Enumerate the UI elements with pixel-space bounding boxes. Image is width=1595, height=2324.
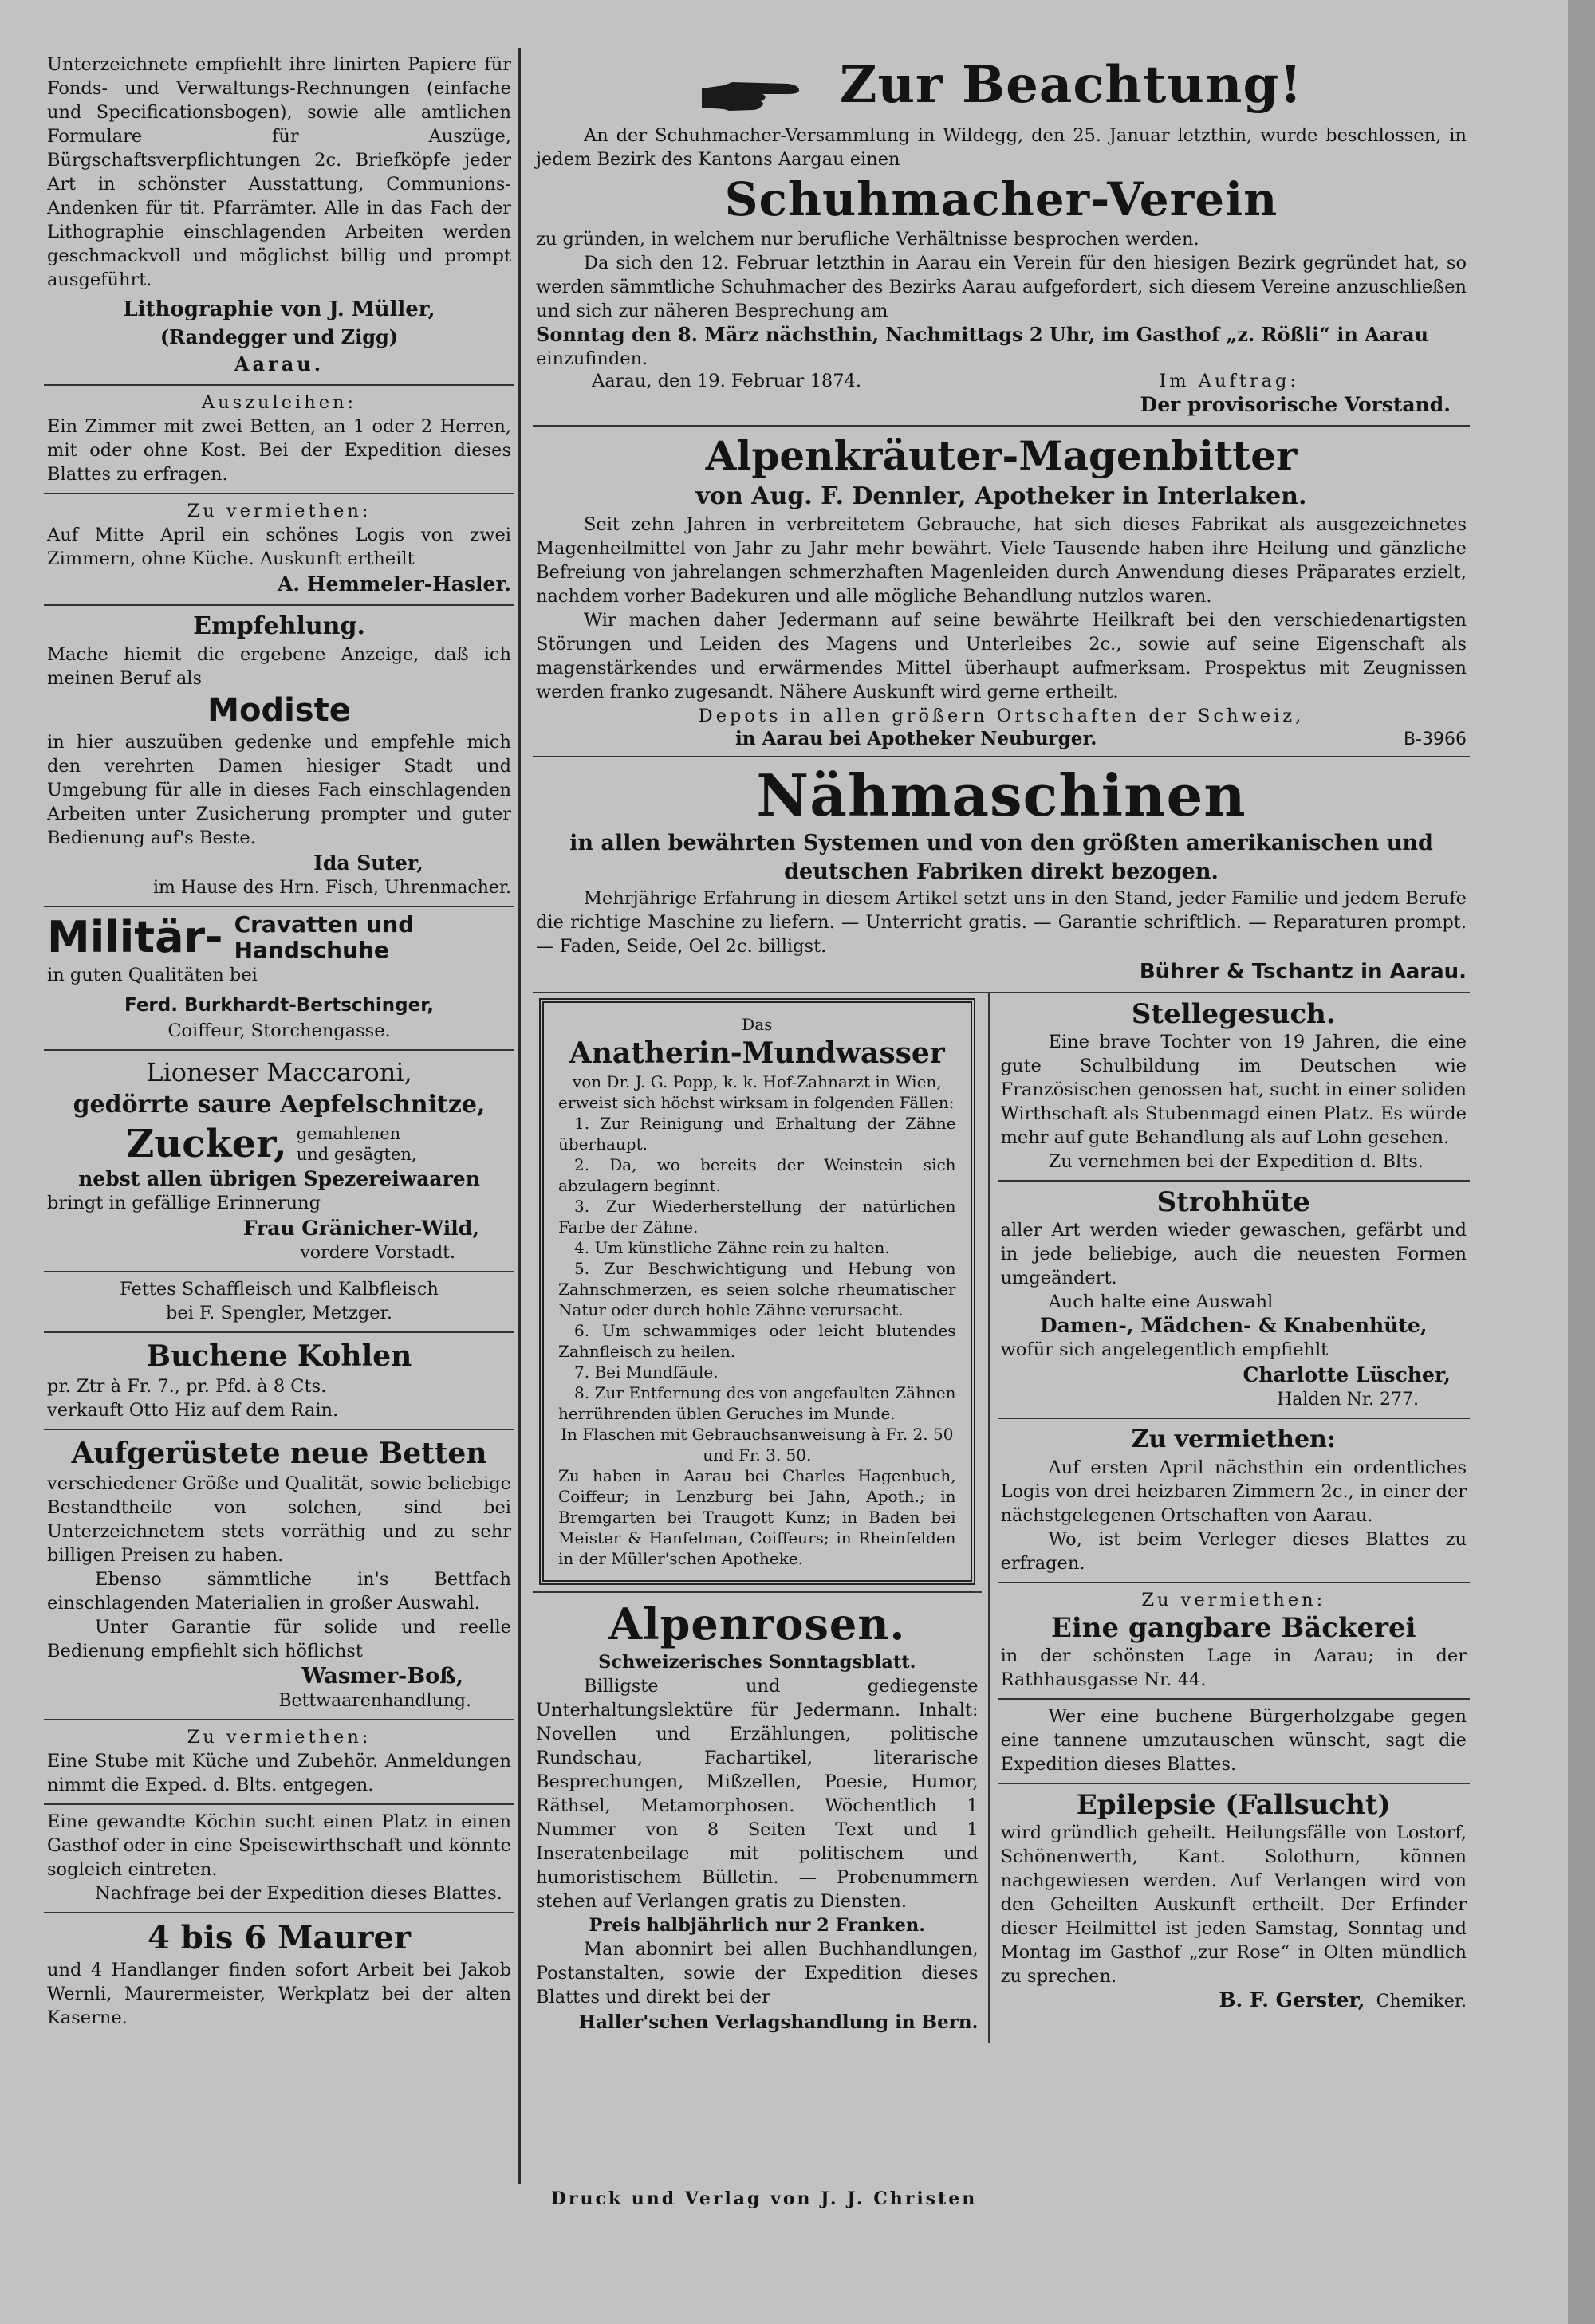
alpenrosen-sub: Schweizerisches Sonntagsblatt. xyxy=(598,1651,916,1673)
modiste-body1: Mache hiemit die ergebene Anzeige, daß ich meinen Beruf als xyxy=(47,644,511,689)
alpenrosen-body: Billigste und gediegenste Unterhaltungslektüre für Jedermann. Inhalt: Novellen und Erzählungen, politische Rundschau, Fachartikel, literarische Besprechungen, Mißzellen, Poesie, Humor, Räthsel, Metamorphosen. Wöchentlich 1 Nummer von 8 Seiten Text und 1 Inseratenbeilage mit politischem und humoristischem Bülletin. — Probenummern stehen auf Verlangen gratis zu Diensten. xyxy=(536,1675,979,1912)
anatherin-head: Anatherin-Mundwasser xyxy=(569,1036,945,1070)
ad-fleisch xyxy=(44,1272,514,1333)
right-column xyxy=(533,48,1470,2043)
anatherin-sold: Zu haben in Aarau bei Charles Hagenbuch, Coiffeur; in Lenzburg bei Jahn, Apoth.; in Bremgarten bei Traugott Kunz; in Baden bei Meister & Hanfelman, Coiffeurs; in Rheinfelden in der Müller'schen Apotheke. xyxy=(558,1465,956,1568)
maurer-body: und 4 Handlanger finden sofort Arbeit bei Jakob Wernli, Maurermeister, Werkplatz bei der alten Kaserne. xyxy=(47,1960,511,2028)
anatherin-item: 8. Zur Entfernung des von angefaulten Zähnen herrührenden üblen Geruches im Munde. xyxy=(558,1382,956,1423)
betten-body2: Ebenso sämmtliche in's Bettfach einschlagenden Materialien in großer Auswahl. xyxy=(47,1569,511,1614)
modiste-sig: Ida Suter, xyxy=(313,851,423,875)
vermiethen3-tail: Wo, ist beim Verleger dieses Blattes zu erfragen. xyxy=(1000,1528,1467,1574)
ad-modiste xyxy=(44,606,514,907)
beachtung-place: Aarau, den 19. Februar 1874. xyxy=(592,370,862,391)
right-lower-left xyxy=(533,993,990,2043)
lith-body: Unterzeichnete empfiehlt ihre linirten Papiere für Fonds- und Verwaltungs-Rechnungen (einfache und Specificationsbogen), sowie alle amtlichen Formulare für Auszüge, Bürgschaftsverpflichtungen 2c. Briefköpfe jeder Art in schönster Ausstattung, Communions-Andenken für tit. Pfarrämter. Alle in das Fach der Lithographie einschlagenden Arbeiten werden geschmackvoll und möglichst billig und prompt ausgeführt. xyxy=(47,54,511,290)
modiste-body2: in hier auszuüben gedenke und empfehle mich den verehrten Damen hiesiger Stadt und Umgebung für alle in dieses Fach einschlagenden Arbeiten unter Zusicherung prompter und guter Bedienung auf's Beste. xyxy=(47,732,511,848)
lith-sig1: Lithographie von J. Müller, xyxy=(123,297,435,321)
maccaroni-l3b: gemahlenen und gesägten, xyxy=(296,1124,417,1164)
ad-stellegesuch xyxy=(998,993,1470,1182)
militaer-body: in guten Qualitäten bei xyxy=(47,965,258,985)
magenbitter-body: Seit zehn Jahren in verbreitetem Gebrauche, hat sich dieses Fabrikat als ausgezeichnetes Magenheilmittel von Jahr zu Jahr mehr bewährt. Viele Tausende haben ihre Heilung und gänzliche Befreiung von jahrelangen schmerzhaften Magenleiden durch Anwendung dieses Präparates erzielt, nachdem vorher Badekuren und alle mögliche Behandlung nutzlos waren. xyxy=(536,513,1467,607)
alpenrosen-sig: Haller'schen Verlagshandlung in Bern. xyxy=(578,2011,979,2033)
beachtung-sig: Der provisorische Vorstand. xyxy=(1140,392,1451,416)
ad-vermiethen-stube xyxy=(44,1720,514,1805)
ad-epilepsie xyxy=(998,1784,1470,2018)
alpenrosen-body2: Man abonnirt bei allen Buchhandlungen, Postanstalten, sowie der Expedition dieses Blattes und direkt bei der xyxy=(536,1938,979,2007)
strohhuete-hats: Damen-, Mädchen- & Knabenhüte, xyxy=(1040,1313,1428,1337)
militaer-heading xyxy=(47,912,511,963)
baeckerei-head: Zu vermiethen: xyxy=(1141,1589,1326,1610)
militaer-sig: Ferd. Burkhardt-Bertschinger, xyxy=(124,995,434,1016)
magenbitter-depot-row xyxy=(536,728,1467,749)
page-edge-shadow xyxy=(1568,0,1595,2324)
right-lower-right xyxy=(990,993,1470,2043)
strohhuete-head: Strohhüte xyxy=(1156,1186,1310,1218)
epilepsie-head: Epilepsie (Fallsucht) xyxy=(1076,1788,1391,1821)
alpenrosen-price: Preis halbjährlich nur 2 Franken. xyxy=(589,1914,926,1936)
anatherin-item: 7. Bei Mundfäule. xyxy=(574,1362,719,1382)
naehmaschinen-sub: in allen bewährten Systemen und von den größten amerikanischen und deutschen Fabriken direkt bezogen. xyxy=(569,830,1433,884)
vermiethen3-body: Auf ersten April nächsthin ein ordentliches Logis von drei heizbaren Zimmern 2c., in einer der nächstgelegenen Ortschaften von Aarau. xyxy=(1000,1457,1467,1526)
betten-body3: Unter Garantie für solide und reelle Bedienung empfiehlt sich höflichst xyxy=(47,1617,511,1661)
magenbitter-head: Alpenkräuter-Magenbitter xyxy=(705,431,1298,479)
pointing-hand-icon xyxy=(700,77,804,120)
epilepsie-sig: B. F. Gerster, xyxy=(1219,1988,1365,2011)
fleisch-l1: Fettes Schaffleisch und Kalbfleisch xyxy=(120,1279,439,1300)
auszuleihen-body: Ein Zimmer mit zwei Betten, an 1 oder 2 Herren, mit oder ohne Kost. Bei der Expedition dieses Blattes zu erfragen. xyxy=(47,416,511,485)
betten-head: Aufgerüstete neue Betten xyxy=(71,1437,487,1470)
militaer-sub: Coiffeur, Storchengasse. xyxy=(167,1020,391,1041)
maurer-head: 4 bis 6 Maurer xyxy=(148,1919,411,1956)
naehmaschinen-head: Nähmaschinen xyxy=(756,761,1246,829)
lith-sig3: Aarau. xyxy=(234,352,325,376)
ad-beachtung xyxy=(533,48,1470,427)
vermiethen3-head: Zu vermiethen: xyxy=(1131,1425,1336,1453)
ad-naehmaschinen xyxy=(533,757,1470,993)
ad-kohlen xyxy=(44,1333,514,1430)
right-lower-split xyxy=(533,993,1470,2043)
ad-buergerholz xyxy=(998,1700,1470,1784)
maccaroni-l5: bringt in gefällige Erinnerung xyxy=(47,1193,321,1213)
buergerholz-body: Wer eine buchene Bürgerholzgabe gegen eine tannene umzutauschen wünscht, sagt die Expedition dieses Blattes. xyxy=(1000,1705,1467,1775)
ad-baeckerei xyxy=(998,1583,1470,1700)
left-column xyxy=(44,48,514,2036)
maccaroni-l2: gedörrte saure Aepfelschnitze, xyxy=(73,1091,486,1119)
betten-sub: Bettwaarenhandlung. xyxy=(278,1691,471,1711)
militaer-big: Militär- xyxy=(47,912,223,962)
strohhuete-body: aller Art werden wieder gewaschen, gefärbt und in jede beliebige, auch die neuesten Formen umgeändert. xyxy=(1000,1219,1467,1288)
beachtung-header xyxy=(536,53,1467,120)
anatherin-das: Das xyxy=(742,1014,773,1034)
beachtung-head: Zur Beachtung! xyxy=(839,55,1303,115)
beachtung-date: Sonntag den 8. März nächsthin, Nachmittags 2 Uhr, im Gasthof „z. Rößli“ in Aarau xyxy=(536,322,1428,346)
vermiethen1-sig: A. Hemmeler-Hasler. xyxy=(278,572,511,596)
beachtung-body3: einzufinden. xyxy=(536,348,648,369)
kohlen-l2: verkauft Otto Hiz auf dem Rain. xyxy=(47,1400,339,1421)
ad-maurer xyxy=(44,1913,514,2036)
beachtung-big: Schuhmacher-Verein xyxy=(724,171,1278,226)
militaer-small xyxy=(234,912,415,963)
anatherin-von: von Dr. J. G. Popp, k. k. Hof-Zahnarzt in Wien, xyxy=(572,1072,942,1091)
magenbitter-depot2: in Aarau bei Apotheker Neuburger. xyxy=(735,727,1097,749)
magenbitter-sub: von Aug. F. Dennler, Apotheker in Interlaken. xyxy=(695,482,1307,510)
koechin-tail: Nachfrage bei der Expedition dieses Blattes. xyxy=(95,1883,502,1904)
column-divider xyxy=(518,48,521,2184)
imprint-footer: Druck und Verlag von J. J. Christen xyxy=(550,2188,978,2209)
strohhuete-body3: wofür sich angelegentlich empfiehlt xyxy=(1000,1339,1329,1360)
ad-strohhuete xyxy=(998,1182,1470,1419)
ad-betten xyxy=(44,1430,514,1720)
vermiethen1-body: Auf Mitte April ein schönes Logis von zwei Zimmern, ohne Küche. Auskunft ertheilt xyxy=(47,525,511,569)
stellegesuch-head: Stellegesuch. xyxy=(1131,997,1336,1030)
strohhuete-sig: Charlotte Lüscher, xyxy=(1243,1363,1451,1386)
strohhuete-sub: Halden Nr. 277. xyxy=(1277,1389,1419,1410)
anatherin-item: 2. Da, wo bereits der Weinstein sich abzulagern beginnt. xyxy=(558,1154,956,1195)
ad-vermiethen-logis-drei xyxy=(998,1419,1470,1583)
kohlen-head: Buchene Kohlen xyxy=(146,1339,412,1373)
ad-anatherin xyxy=(539,998,975,1585)
maccaroni-sub: vordere Vorstadt. xyxy=(300,1243,455,1263)
ad-koechin xyxy=(44,1805,514,1913)
modiste-head: Empfehlung. xyxy=(193,612,365,640)
baeckerei-big: Eine gangbare Bäckerei xyxy=(1050,1611,1416,1644)
magenbitter-code: B-3966 xyxy=(1403,729,1467,749)
stellegesuch-tail: Zu vernehmen bei der Expedition d. Blts. xyxy=(1048,1150,1424,1172)
ad-militaer xyxy=(44,907,514,1051)
alpenrosen-head: Alpenrosen. xyxy=(608,1598,906,1650)
modiste-sub: im Hause des Hrn. Fisch, Uhrenmacher. xyxy=(153,878,511,898)
anatherin-list xyxy=(558,1113,956,1424)
vermiethen2-head: Zu vermiethen: xyxy=(187,1727,372,1748)
strohhuete-body2: Auch halte eine Auswahl xyxy=(1048,1291,1274,1312)
beachtung-body2: Da sich den 12. Februar letzthin in Aarau ein Verein für den hiesigen Bezirk gegründet hat, so werden sämmtliche Schuhmacher des Bezirks Aarau aufgefordert, sich diesem Vereine anzuschließen und sich zur näheren Besprechung am xyxy=(536,252,1467,321)
ad-auszuleihen xyxy=(44,386,514,494)
beachtung-body1: zu gründen, in welchem nur berufliche Verhältnisse besprochen werden. xyxy=(536,228,1199,250)
militaer-small2: Handschuhe xyxy=(234,937,389,963)
modiste-big: Modiste xyxy=(207,692,351,729)
maccaroni-zucker-row xyxy=(47,1121,511,1167)
auszuleihen-head: Auszuleihen: xyxy=(201,392,357,413)
anatherin-item: 3. Zur Wiederherstellung der natürlichen Farbe der Zähne. xyxy=(558,1196,956,1237)
epilepsie-body: wird gründlich geheilt. Heilungsfälle von Lostorf, Schönenwerth, Kant. Solothurn, können nachgewiesen werden. Auf Verlangen wird von den Geheilten Auskunft ertheilt. Der Erfinder dieser Heilmittel ist jeden Samstag, Sonntag und Montag im Gasthof „zur Rose“ in Olten mündlich zu sprechen. xyxy=(1000,1822,1467,1987)
maccaroni-l3a: Zucker, xyxy=(126,1122,287,1166)
beachtung-footer-row xyxy=(536,371,1467,391)
baeckerei-body: in der schönsten Lage in Aarau; in der Rathhausgasse Nr. 44. xyxy=(1000,1645,1467,1690)
betten-body1: verschiedener Größe und Qualität, sowie beliebige Bestandtheile von solchen, sind bei Unterzeichnetem stets vorräthig und zu sehr billigen Preisen zu haben. xyxy=(47,1473,511,1566)
anatherin-item: 1. Zur Reinigung und Erhaltung der Zähne überhaupt. xyxy=(558,1113,956,1154)
anatherin-price: In Flaschen mit Gebrauchsanweisung à Fr. 2. 50 und Fr. 3. 50. xyxy=(561,1424,954,1465)
koechin-body: Eine gewandte Köchin sucht einen Platz in einen Gasthof oder in eine Speisewirthschaft und könnte sogleich eintreten. xyxy=(47,1811,511,1880)
militaer-small1: Cravatten und xyxy=(234,911,415,938)
epilepsie-sig-row xyxy=(1001,1988,1467,2011)
ad-magenbitter xyxy=(533,427,1470,757)
anatherin-item: 5. Zur Beschwichtigung und Hebung von Zahnschmerzen, es seien solche rheumatischer Natur oder durch hohle Zähne verursacht. xyxy=(558,1258,956,1319)
ad-vermiethen-logis xyxy=(44,494,514,606)
anatherin-item: 4. Um künstliche Zähne rein zu halten. xyxy=(574,1237,890,1257)
maccaroni-sig: Frau Gränicher-Wild, xyxy=(242,1217,479,1240)
maccaroni-l4: nebst allen übrigen Spezereiwaaren xyxy=(78,1167,480,1190)
vermiethen2-body: Eine Stube mit Küche und Zubehör. Anmeldungen nimmt die Exped. d. Blts. entgegen. xyxy=(47,1751,511,1795)
stellegesuch-body: Eine brave Tochter von 19 Jahren, die eine gute Schulbildung im Deutschen wie Französischen genossen hat, sucht in einer soliden Wirthschaft als Stubenmagd einen Platz. Es würde mehr auf gute Behandlung als auf Lohn gesehen. xyxy=(1000,1031,1467,1148)
maccaroni-l1: Lioneser Maccaroni, xyxy=(146,1057,412,1087)
naehmaschinen-sig: Bührer & Tschantz in Aarau. xyxy=(1139,959,1467,984)
naehmaschinen-body: Mehrjährige Erfahrung in diesem Artikel setzt uns in den Stand, jeder Familie und jedem Berufe die richtige Maschine zu liefern. — Unterricht gratis. — Garantie schriftlich. — Reparaturen prompt. — Faden, Seide, Oel 2c. billigst. xyxy=(536,887,1467,957)
ad-alpenrosen xyxy=(533,1591,982,2043)
magenbitter-depot: Depots in allen größern Ortschaften der Schweiz, xyxy=(698,705,1305,726)
kohlen-l1: pr. Ztr à Fr. 7., pr. Pfd. à 8 Cts. xyxy=(47,1376,327,1397)
fleisch-l2: bei F. Spengler, Metzger. xyxy=(165,1303,392,1323)
magenbitter-body2: Wir machen daher Jedermann auf seine bewährte Heilkraft bei den verschiedenartigsten Störungen und Leiden des Magens und Unterleibes 2c., sowie auf seine Eigenschaft als magenstärkendes und erwärmendes Mittel überhaupt aufmerksam. Prospektus mit Zeugnissen werden franko zugesandt. Nähere Auskunft wird gerne ertheilt. xyxy=(536,609,1467,702)
beachtung-intro: An der Schuhmacher-Versammlung in Wildegg, den 25. Januar letzthin, wurde beschlossen, in jedem Bezirk des Kantons Aargau einen xyxy=(536,124,1467,170)
anatherin-intro: erweist sich höchst wirksam in folgenden Fällen: xyxy=(558,1092,955,1112)
ad-maccaroni xyxy=(44,1051,514,1272)
anatherin-item: 6. Um schwammiges oder leicht blutendes Zahnfleisch zu heilen. xyxy=(558,1320,956,1361)
ad-lithographie xyxy=(44,48,514,386)
epilepsie-sub: Chemiker. xyxy=(1376,1991,1467,2011)
beachtung-auftrag: Im Auftrag: xyxy=(1159,370,1299,391)
betten-sig: Wasmer-Boß, xyxy=(301,1664,463,1689)
lith-sig2: (Randegger und Zigg) xyxy=(160,325,399,348)
vermiethen1-head: Zu vermiethen: xyxy=(187,501,372,521)
